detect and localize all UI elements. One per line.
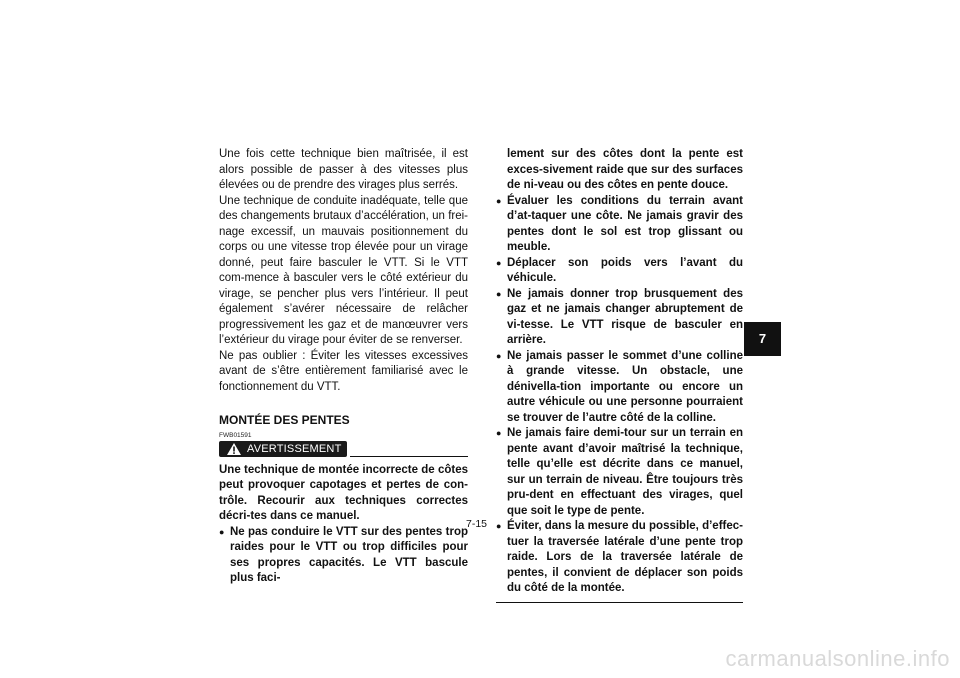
warning-intro: Une technique de montée incorrecte de côtes peut provoquer capotages et pertes de con-trôle. Recourir aux techniques correctes décri-tes dans ce manuel. [219, 463, 468, 522]
section-code: FWB01591 [219, 431, 252, 439]
watermark: carmanualsonline.info [725, 646, 950, 671]
right-column [496, 147, 743, 603]
warning-bullet: ● Éviter, dans la mesure du possible, d’effec-tuer la traversée latérale d’une pente trop raide. Lors de la traversée latérale de pentes, il convient de déplacer son poids du côté de la montée. [496, 519, 743, 597]
warning-bullet: ● Ne jamais passer le sommet d’une colline à grande vitesse. Un obstacle, une dénivella-tion importante ou encore un autre véhicule ou une personne pourraient se trouver de l’autre côté de la colline. [496, 349, 743, 427]
warning-bullet-continuation: lement sur des côtes dont la pente est exces-sivement raide que sur des surfaces de ni-veau ou des côtes en pente douce. [507, 148, 743, 191]
warning-rule [350, 456, 468, 457]
intro-paragraph-3: Ne pas oublier : Éviter les vitesses excessives avant de s’être entièrement familiarisé avec le fonctionnement du VTT. [219, 349, 468, 393]
warning-bullet: ● Ne pas conduire le VTT sur des pentes trop raides pour le VTT ou trop difficiles pour ses propres capacités. Le VTT bascule plus faci- [219, 525, 468, 587]
warning-bullet: ● Ne jamais faire demi-tour sur un terrain en pente avant d’avoir maîtrisé la technique, telle qu’elle est décrite dans ce manuel, sur un terrain de niveau. Être toujours très pru-dent en effectuant des virages, quel que soit le type de pente. [496, 426, 743, 519]
chapter-tab: 7 [744, 322, 781, 356]
intro-paragraph-2: Une technique de conduite inadéquate, telle que des changements brutaux d’accélération, un frei-nage excessif, un mauvais positionnement du corps ou une vitesse trop élevée pour un virage donné, peut faire basculer le VTT. Si le VTT com-mence à basculer vers le côté extérieur du virage, se pencher plus vers l’intérieur. Il peut également s’avérer nécessaire de relâcher progressivement les gaz et de manœuvrer vers l’extérieur du virage pour éviter de se renverser. [219, 194, 468, 346]
warning-bullets-right [496, 194, 743, 597]
warning-bullet: ● Déplacer son poids vers l’avant du véhicule. [496, 256, 743, 287]
page-number: 7-15 [466, 518, 488, 530]
intro-paragraph-1: Une fois cette technique bien maîtrisée, il est alors possible de passer à des vitesses plus élevées ou de prendre des virages plus serrés. [219, 148, 468, 191]
warning-bullets-left [219, 525, 468, 587]
warning-badge [219, 441, 347, 457]
warning-triangle-icon [226, 442, 242, 456]
left-column [219, 147, 468, 587]
warning-end-rule [496, 602, 743, 603]
warning-bullet: ● Évaluer les conditions du terrain avant d’at-taquer une côte. Ne jamais gravir des pentes dont le sol est trop glissant ou meuble. [496, 194, 743, 256]
warning-header [219, 441, 468, 459]
warning-label: AVERTISSEMENT [247, 442, 342, 455]
warning-bullet: ● Ne jamais donner trop brusquement des gaz et ne jamais changer abruptement de vi-tesse. Le VTT risque de basculer en arrière. [496, 287, 743, 349]
section-heading: MONTÉE DES PENTES [219, 413, 350, 427]
